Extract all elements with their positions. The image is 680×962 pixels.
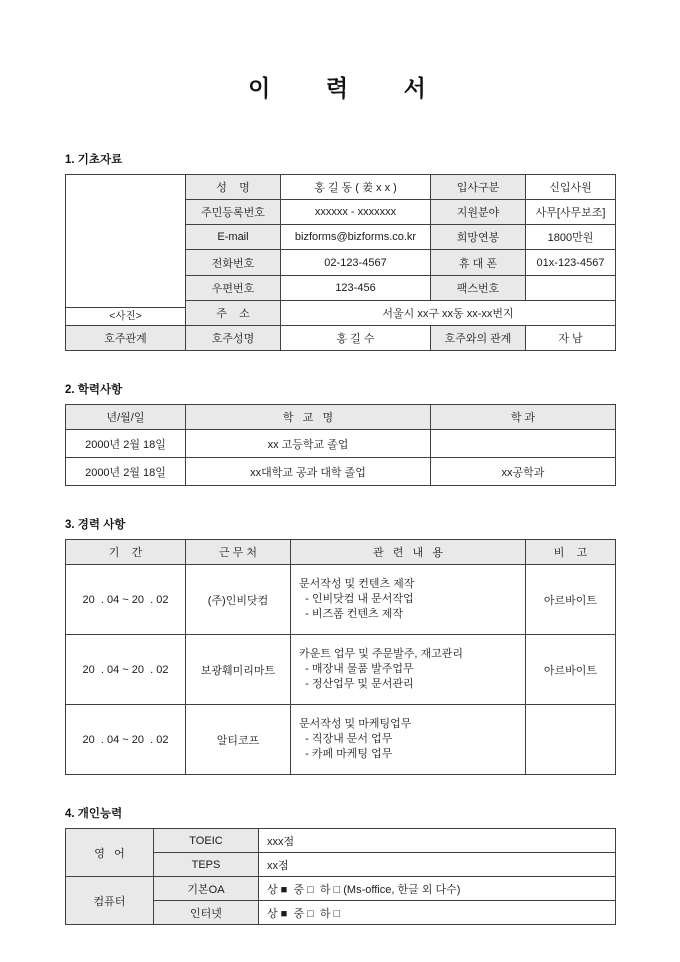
skill-value-basic-oa: 상 ■ 중 □ 하 □ (Ms-office, 한글 외 다수): [259, 877, 616, 901]
education-row: [66, 430, 616, 458]
career-company: 알티코프: [186, 705, 291, 775]
career-period: 20 . 04 ~ 20 . 02: [66, 635, 186, 705]
join-type-label: 입사구분: [431, 175, 526, 200]
section-skills: [65, 805, 615, 925]
skill-row: [66, 829, 616, 853]
address-value: 서울시 xx구 xx동 xx-xx번지: [281, 300, 616, 325]
career-period: 20 . 04 ~ 20 . 02: [66, 705, 186, 775]
career-table: [65, 539, 616, 775]
skill-value-internet: 상 ■ 중 □ 하 □: [259, 901, 616, 925]
career-note: 아르바이트: [526, 635, 616, 705]
career-note: [526, 705, 616, 775]
photo-placeholder: [66, 175, 185, 308]
career-detail: [291, 635, 526, 705]
edu-major: [431, 430, 616, 458]
join-type-value: 신입사원: [526, 175, 616, 200]
edu-header-major: 학 과: [431, 405, 616, 430]
section-basic-info: [65, 151, 615, 351]
skill-name-teps: TEPS: [154, 853, 259, 877]
name-value: 홍 길 동 ( 姜 x x ): [281, 175, 431, 200]
name-label: 성 명: [186, 175, 281, 200]
career-detail-line: - 카페 마케팅 업무: [299, 748, 393, 760]
hoju-relation-label: 호주관계: [66, 326, 186, 351]
career-period: 20 . 04 ~ 20 . 02: [66, 565, 186, 635]
education-row: [66, 458, 616, 486]
edu-header-school: 학 교 명: [186, 405, 431, 430]
edu-school: xx대학교 공과 대학 졸업: [186, 458, 431, 486]
photo-cell: [66, 175, 186, 326]
hoju-name-label: 호주성명: [186, 326, 281, 351]
salary-value: 1800만원: [526, 225, 616, 250]
apply-field-value: 사무[사무보조]: [526, 200, 616, 225]
edu-school: xx 고등학교 졸업: [186, 430, 431, 458]
career-detail-line: - 직장내 문서 업무: [299, 733, 393, 745]
photo-inner: [66, 175, 185, 325]
career-header-period: 기 간: [66, 540, 186, 565]
phone-label: 전화번호: [186, 250, 281, 275]
section-heading-education: 2. 학력사항: [65, 384, 123, 396]
career-note: 아르바이트: [526, 565, 616, 635]
section-career: [65, 516, 615, 775]
career-detail-line: 카운트 업무 및 주문발주, 재고관리: [299, 648, 464, 660]
hoju-relation2-label: 호주와의 관계: [431, 326, 526, 351]
fax-value: [526, 275, 616, 300]
skill-category-english: 영 어: [66, 829, 154, 877]
section-heading-basic: 1. 기초자료: [65, 154, 123, 166]
skill-name-basic-oa: 기본OA: [154, 877, 259, 901]
edu-date: 2000년 2월 18일: [66, 458, 186, 486]
skill-category-computer: 컴퓨터: [66, 877, 154, 925]
rrn-value: xxxxxx - xxxxxxx: [281, 200, 431, 225]
hoju-name-value: 홍 길 수: [281, 326, 431, 351]
career-row: [66, 705, 616, 775]
fax-label: 팩스번호: [431, 275, 526, 300]
skill-value-toeic: xxx점: [259, 829, 616, 853]
mobile-value: 01x-123-4567: [526, 250, 616, 275]
edu-date: 2000년 2월 18일: [66, 430, 186, 458]
education-table: [65, 404, 616, 486]
skill-row: [66, 877, 616, 901]
mobile-label: 휴 대 폰: [431, 250, 526, 275]
career-detail: [291, 565, 526, 635]
basic-info-table: [65, 174, 616, 351]
edu-header-date: 년/월/일: [66, 405, 186, 430]
hoju-relation2-value: 자 남: [526, 326, 616, 351]
section-heading-skills: 4. 개인능력: [65, 808, 123, 820]
edu-major: xx공학과: [431, 458, 616, 486]
career-row: [66, 635, 616, 705]
section-heading-career: 3. 경력 사항: [65, 519, 126, 531]
career-detail-line: - 비즈폼 컨텐츠 제작: [299, 608, 403, 620]
career-row: [66, 565, 616, 635]
career-detail-line: - 정산업무 및 문서관리: [299, 678, 414, 690]
career-header-note: 비 고: [526, 540, 616, 565]
skills-table: [65, 828, 616, 925]
salary-label: 희망연봉: [431, 225, 526, 250]
career-company: 보광훼미리마트: [186, 635, 291, 705]
career-detail-line: 문서작성 및 마케팅업무: [299, 718, 412, 730]
career-detail-line: - 인비닷컴 내 문서작업: [299, 593, 414, 605]
section-education: [65, 381, 615, 486]
career-detail-line: 문서작성 및 컨텐츠 제작: [299, 578, 415, 590]
career-header-company: 근 무 처: [186, 540, 291, 565]
career-company: (주)인비닷컴: [186, 565, 291, 635]
skill-name-toeic: TOEIC: [154, 829, 259, 853]
phone-value: 02-123-4567: [281, 250, 431, 275]
career-header-detail: 관 련 내 용: [291, 540, 526, 565]
email-label: E-mail: [186, 225, 281, 250]
skill-name-internet: 인터넷: [154, 901, 259, 925]
zip-value: 123-456: [281, 275, 431, 300]
skill-value-teps: xx점: [259, 853, 616, 877]
career-detail-line: - 매장내 물품 발주업무: [299, 663, 414, 675]
photo-caption: <사진>: [109, 310, 142, 322]
apply-field-label: 지원분야: [431, 200, 526, 225]
address-label: 주 소: [186, 300, 281, 325]
career-detail: [291, 705, 526, 775]
document-title: 이 력 서: [248, 75, 432, 101]
rrn-label: 주민등록번호: [186, 200, 281, 225]
zip-label: 우편번호: [186, 275, 281, 300]
email-value: bizforms@bizforms.co.kr: [281, 225, 431, 250]
